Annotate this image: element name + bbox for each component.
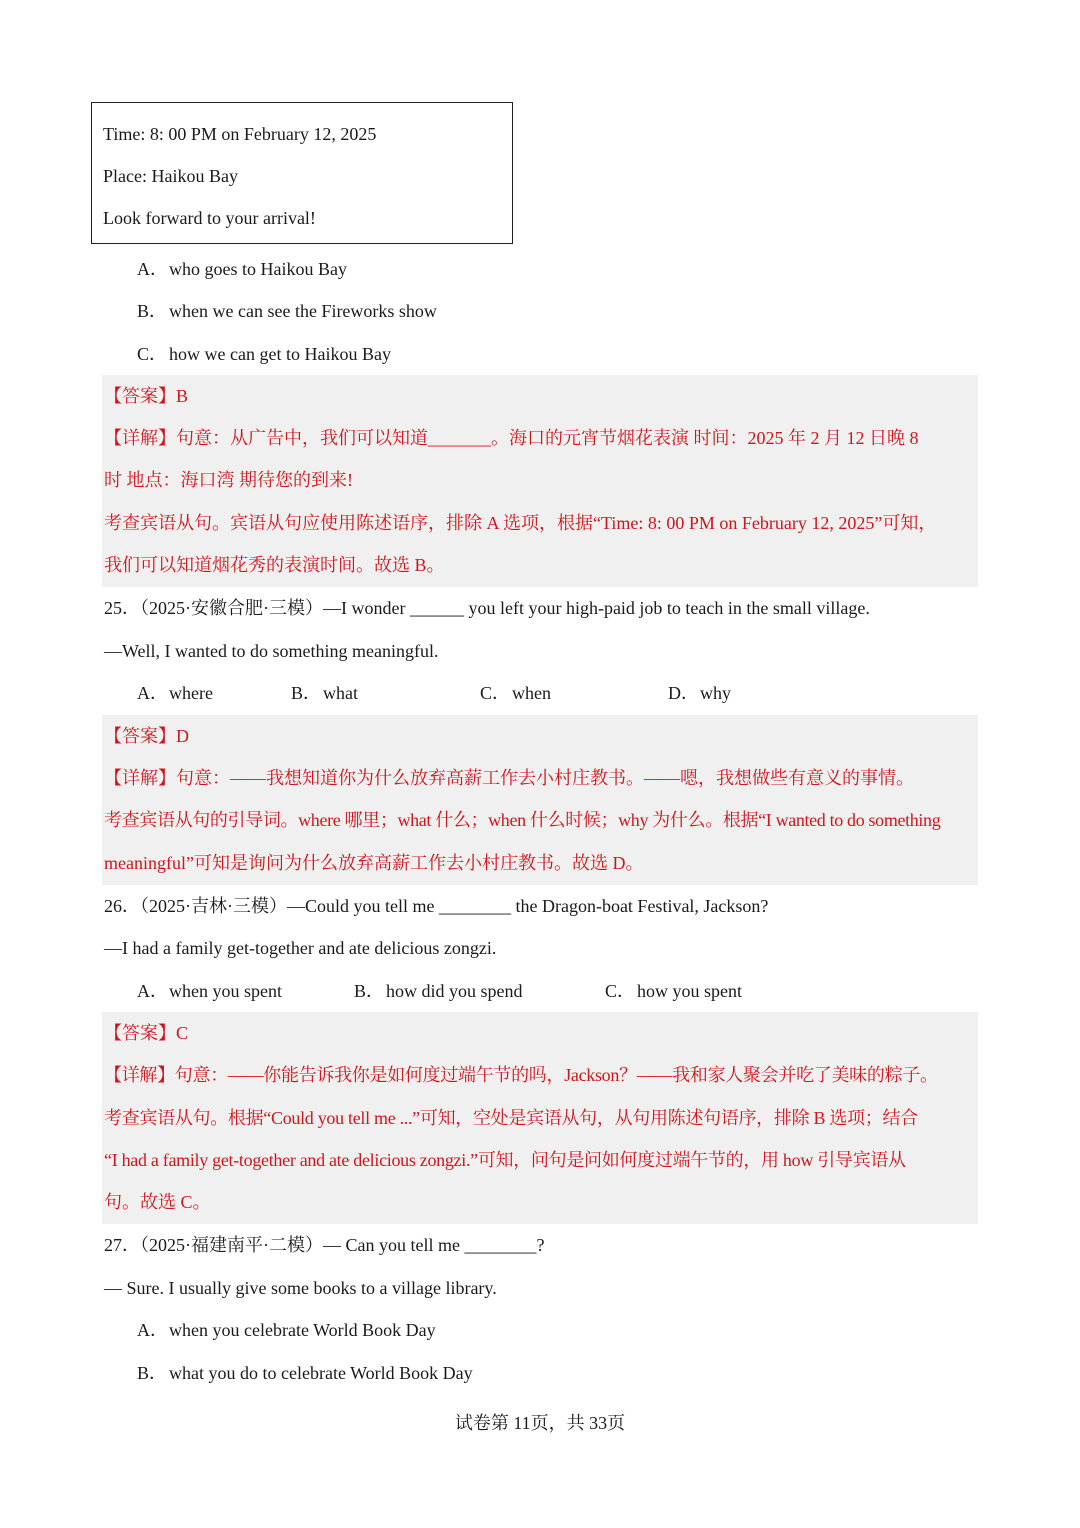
q25-option-d: D．why — [668, 683, 731, 703]
q26-option-b: B． how did you spend — [354, 981, 523, 1001]
q26-reply: —I had a family get-together and ate delicious zongzi. — [104, 938, 497, 958]
q24-explain-line: 考查宾语从句。宾语从句应使用陈述语序，排除 A 选项，根据“Time: 8: 00 PM on February 12, 2025”可知， — [104, 513, 937, 533]
q24-option-c: C． how we can get to Haikou Bay — [137, 344, 391, 364]
q25-explain-line: 【详解】句意：——我想知道你为什么放弃高薪工作去小村庄教书。——嗯，我想做些有意义的事情。 — [104, 768, 914, 788]
q25-answer: 【答案】D — [104, 726, 189, 746]
q24-explain-line: 时 地点：海口湾 期待您的到来! — [104, 470, 353, 490]
q25-explain-line: 考查宾语从句的引导词。where 哪里；what 什么；when 什么时候；why 为什么。根据“I wanted to do something — [104, 810, 941, 830]
q24-option-a: A．who goes to Haikou Bay — [137, 259, 347, 279]
q25-option-b: B． what — [291, 683, 358, 703]
page-footer: 试卷第 11页，共 33页 — [454, 1413, 626, 1433]
q26-option-c: C． how you spent — [605, 981, 742, 1001]
q24-explain-line: 【详解】句意：从广告中，我们可以知道_______。海口的元宵节烟花表演 时间：2025 年 2 月 12 日晚 8 — [104, 428, 919, 448]
q27-option-b: B． what you do to celebrate World Book Day — [137, 1363, 473, 1383]
notice-box — [91, 102, 513, 244]
q25-option-a: A．where — [137, 683, 213, 703]
q25-stem: 25．（2025·安徽合肥·三模）—I wonder ______ you left your high-paid job to teach in the small village. — [104, 598, 870, 618]
q26-explain-line: “I had a family get-together and ate delicious zongzi.”可知，问句是问如何度过端午节的，用 how 引导宾语从 — [104, 1150, 906, 1170]
q27-option-a: A．when you celebrate World Book Day — [137, 1320, 436, 1340]
q26-answer: 【答案】C — [104, 1023, 189, 1043]
notice-closing: Look forward to your arrival! — [103, 208, 316, 228]
q26-stem: 26．（2025·吉林·三模）—Could you tell me ________ the Dragon-boat Festival, Jackson? — [104, 896, 769, 916]
q26-explain-line: 句。故选 C。 — [104, 1192, 211, 1212]
q25-option-c: C． when — [480, 683, 551, 703]
q26-option-a: A．when you spent — [137, 981, 282, 1001]
notice-time: Time: 8: 00 PM on February 12, 2025 — [103, 124, 377, 144]
q25-reply: —Well, I wanted to do something meaningful. — [104, 641, 439, 661]
q24-answer: 【答案】B — [104, 386, 189, 406]
q26-explain-line: 考查宾语从句。根据“Could you tell me ...”可知，空处是宾语从句，从句用陈述句语序，排除 B 选项；结合 — [104, 1108, 918, 1128]
q25-explain-line: meaningful”可知是询问为什么放弃高薪工作去小村庄教书。故选 D。 — [104, 853, 644, 873]
q24-option-b: B． when we can see the Fireworks show — [137, 301, 437, 321]
q27-reply: — Sure. I usually give some books to a village library. — [104, 1278, 497, 1298]
q26-explain-line: 【详解】句意：——你能告诉我你是如何度过端午节的吗，Jackson？——我和家人聚会并吃了美味的粽子。 — [104, 1065, 938, 1085]
q27-stem: 27．（2025·福建南平·二模）— Can you tell me ________? — [104, 1235, 545, 1255]
notice-place: Place: Haikou Bay — [103, 166, 238, 186]
q24-explain-line: 我们可以知道烟花秀的表演时间。故选 B。 — [104, 555, 445, 575]
